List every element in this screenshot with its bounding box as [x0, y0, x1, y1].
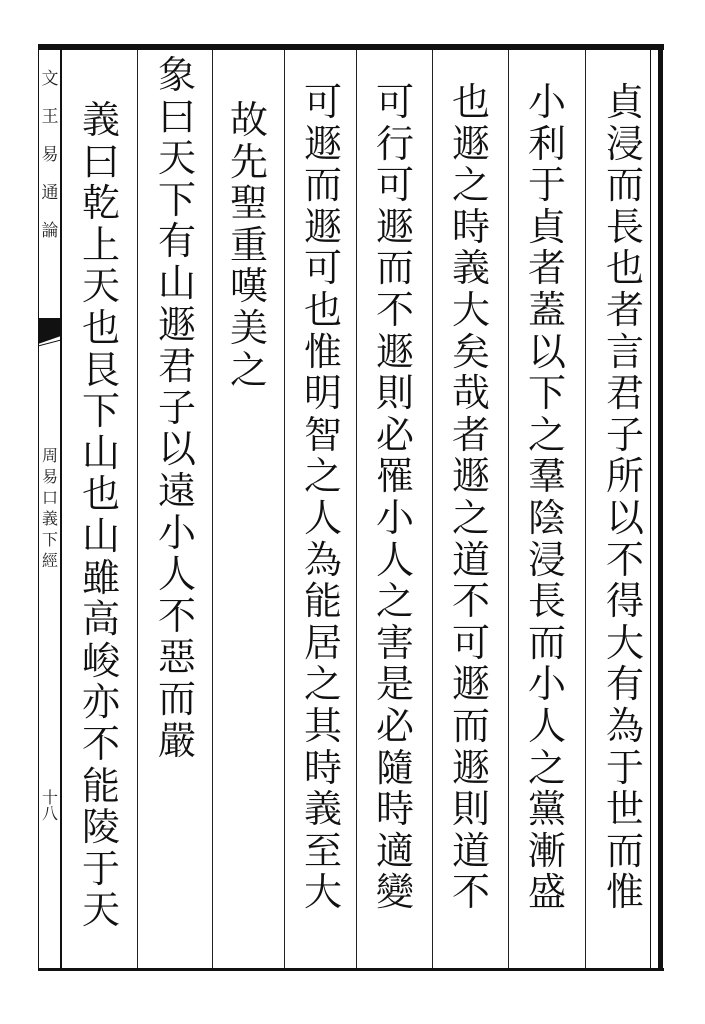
- glyph: 而: [605, 828, 644, 873]
- glyph: 也: [605, 246, 644, 291]
- glyph: 可: [303, 80, 342, 124]
- glyph: 害: [375, 620, 414, 665]
- frame-top-border: [38, 44, 664, 50]
- glyph: 貞: [605, 80, 644, 124]
- glyph: 之: [451, 495, 490, 540]
- column-rule: [137, 50, 138, 968]
- column-rule: [356, 50, 357, 968]
- text-column-2: [516, 82, 578, 914]
- glyph: 之: [527, 412, 566, 457]
- glyph: 盛: [527, 870, 566, 915]
- glyph: 是: [375, 662, 414, 707]
- fish-tail-mark: [38, 318, 61, 348]
- glyph: 而: [157, 676, 196, 721]
- glyph: 有: [605, 662, 644, 707]
- glyph: 時: [303, 745, 342, 790]
- glyph: 美: [229, 305, 268, 350]
- glyph: 浸: [605, 121, 644, 166]
- glyph: 于: [605, 745, 644, 790]
- glyph: 峻: [81, 638, 120, 683]
- glyph: 高: [81, 597, 120, 642]
- glyph: 易: [41, 145, 59, 165]
- glyph: 道: [451, 828, 490, 873]
- glyph: 而: [375, 246, 414, 291]
- glyph: 八: [41, 804, 58, 823]
- glyph: 遯: [451, 454, 490, 499]
- glyph: 王: [41, 107, 59, 127]
- glyph: 可: [451, 620, 490, 665]
- glyph: 而: [451, 703, 490, 748]
- glyph: 子: [157, 385, 196, 430]
- glyph: 至: [303, 828, 342, 873]
- glyph: 也: [81, 305, 120, 350]
- glyph: 者: [451, 412, 490, 457]
- glyph: 遯: [451, 121, 490, 166]
- glyph: 人: [527, 703, 566, 748]
- glyph: 于: [527, 163, 566, 208]
- glyph: 罹: [375, 454, 414, 499]
- glyph: 以: [157, 427, 196, 472]
- glyph: 明: [303, 371, 342, 416]
- glyph: 經: [41, 551, 58, 570]
- glyph: 山: [81, 430, 120, 475]
- glyph: 曰: [81, 139, 120, 184]
- text-column-4: [364, 82, 426, 914]
- glyph: 而: [303, 163, 342, 208]
- glyph: 者: [605, 287, 644, 332]
- glyph: 艮: [81, 347, 120, 392]
- glyph: 哉: [451, 371, 490, 416]
- frame-left-border: [60, 50, 62, 968]
- glyph: 大: [605, 620, 644, 665]
- frame-right-border: [658, 44, 663, 971]
- glyph: 亦: [81, 680, 120, 725]
- glyph: 其: [303, 703, 342, 748]
- glyph: 以: [527, 329, 566, 374]
- glyph: 能: [81, 763, 120, 808]
- glyph: 遯: [157, 302, 196, 347]
- glyph: 蓋: [527, 287, 566, 332]
- glyph: 上: [81, 222, 120, 267]
- glyph: 論: [41, 221, 59, 241]
- glyph: 陰: [527, 495, 566, 540]
- glyph: 小: [527, 662, 566, 707]
- glyph: 得: [605, 579, 644, 624]
- glyph: 陵: [81, 805, 120, 850]
- glyph: 君: [157, 344, 196, 389]
- glyph: 下: [527, 371, 566, 416]
- glyph: 易: [41, 467, 58, 486]
- glyph: 義: [303, 787, 342, 832]
- glyph: 漸: [527, 828, 566, 873]
- glyph: 為: [303, 537, 342, 582]
- glyph: 遯: [375, 329, 414, 374]
- glyph: 長: [605, 204, 644, 249]
- text-column-3: [440, 82, 502, 914]
- glyph: 不: [605, 537, 644, 582]
- glyph: 必: [375, 412, 414, 457]
- glyph: 道: [451, 537, 490, 582]
- text-column-8: [70, 100, 132, 932]
- glyph: 之: [527, 745, 566, 790]
- glyph: 聖: [229, 181, 268, 226]
- glyph: 人: [157, 552, 196, 597]
- column-rule: [585, 50, 586, 968]
- glyph: 象: [157, 53, 196, 97]
- glyph: 人: [375, 537, 414, 582]
- glyph: 通: [41, 183, 59, 203]
- glyph: 嘆: [229, 264, 268, 309]
- glyph: 也: [303, 287, 342, 332]
- glyph: 十: [41, 788, 58, 807]
- glyph: 義: [81, 98, 120, 142]
- glyph: 下: [81, 389, 120, 434]
- glyph: 下: [41, 530, 58, 549]
- glyph: 嚴: [157, 718, 196, 763]
- glyph: 天: [81, 888, 120, 933]
- glyph: 文: [41, 69, 59, 89]
- glyph: 雖: [81, 555, 120, 600]
- glyph: 行: [375, 121, 414, 166]
- glyph: 遯: [451, 662, 490, 707]
- glyph: 先: [229, 139, 268, 184]
- glyph: 也: [81, 472, 120, 517]
- glyph: 惟: [605, 870, 644, 915]
- glyph: 于: [81, 846, 120, 891]
- column-rule: [212, 50, 213, 968]
- glyph: 口: [41, 488, 58, 507]
- glyph: 而: [527, 620, 566, 665]
- glyph: 小: [375, 495, 414, 540]
- glyph: 大: [303, 870, 342, 915]
- glyph: 者: [527, 246, 566, 291]
- glyph: 周: [41, 446, 58, 465]
- glyph: 不: [81, 721, 120, 766]
- frame-left-edge: [38, 44, 39, 971]
- text-column-5: [292, 82, 354, 914]
- glyph: 小: [157, 510, 196, 555]
- glyph: 故: [229, 98, 268, 142]
- glyph: 之: [303, 662, 342, 707]
- glyph: 惡: [157, 635, 196, 680]
- glyph: 之: [375, 579, 414, 624]
- glyph: 乾: [81, 181, 120, 226]
- glyph: 天: [157, 136, 196, 181]
- glyph: 時: [375, 787, 414, 832]
- glyph: 浸: [527, 537, 566, 582]
- glyph: 遠: [157, 468, 196, 513]
- glyph: 之: [451, 163, 490, 208]
- glyph: 不: [451, 579, 490, 624]
- glyph: 言: [605, 329, 644, 374]
- column-rule: [508, 50, 509, 968]
- glyph: 不: [375, 287, 414, 332]
- column-rule: [284, 50, 285, 968]
- glyph: 義: [41, 509, 58, 528]
- glyph: 黨: [527, 787, 566, 832]
- glyph: 義: [451, 246, 490, 291]
- glyph: 可: [303, 246, 342, 291]
- glyph: 時: [451, 204, 490, 249]
- margin-page-number: [41, 790, 59, 822]
- glyph: 世: [605, 787, 644, 832]
- glyph: 天: [81, 264, 120, 309]
- glyph: 所: [605, 454, 644, 499]
- glyph: 山: [157, 260, 196, 305]
- margin-chapter-title: [41, 445, 59, 571]
- glyph: 羣: [527, 454, 566, 499]
- glyph: 可: [375, 80, 414, 124]
- glyph: 隨: [375, 745, 414, 790]
- glyph: 長: [527, 579, 566, 624]
- glyph: 遯: [375, 204, 414, 249]
- glyph: 不: [157, 593, 196, 638]
- glyph: 而: [605, 163, 644, 208]
- glyph: 不: [451, 870, 490, 915]
- glyph: 大: [451, 287, 490, 332]
- glyph: 曰: [157, 94, 196, 139]
- glyph: 之: [303, 454, 342, 499]
- glyph: 居: [303, 620, 342, 665]
- text-column-7: [146, 55, 208, 762]
- glyph: 有: [157, 219, 196, 264]
- glyph: 也: [451, 80, 490, 124]
- glyph: 山: [81, 513, 120, 558]
- margin-book-title: [41, 60, 59, 250]
- glyph: 能: [303, 579, 342, 624]
- glyph: 惟: [303, 329, 342, 374]
- text-column-6: [218, 100, 280, 391]
- frame-bottom-border: [38, 968, 664, 971]
- glyph: 以: [605, 495, 644, 540]
- glyph: 可: [375, 163, 414, 208]
- glyph: 小: [527, 80, 566, 124]
- glyph: 重: [229, 222, 268, 267]
- glyph: 遯: [303, 121, 342, 166]
- glyph: 人: [303, 495, 342, 540]
- glyph: 則: [451, 787, 490, 832]
- glyph: 必: [375, 703, 414, 748]
- glyph: 則: [375, 371, 414, 416]
- text-column-1: [594, 82, 656, 914]
- column-rule: [432, 50, 433, 968]
- glyph: 下: [157, 177, 196, 222]
- glyph: 遯: [303, 204, 342, 249]
- glyph: 為: [605, 703, 644, 748]
- glyph: 貞: [527, 204, 566, 249]
- glyph: 矣: [451, 329, 490, 374]
- glyph: 君: [605, 371, 644, 416]
- glyph: 遯: [451, 745, 490, 790]
- glyph: 子: [605, 412, 644, 457]
- glyph: 適: [375, 828, 414, 873]
- glyph: 利: [527, 121, 566, 166]
- glyph: 之: [229, 347, 268, 392]
- glyph: 變: [375, 870, 414, 915]
- glyph: 智: [303, 412, 342, 457]
